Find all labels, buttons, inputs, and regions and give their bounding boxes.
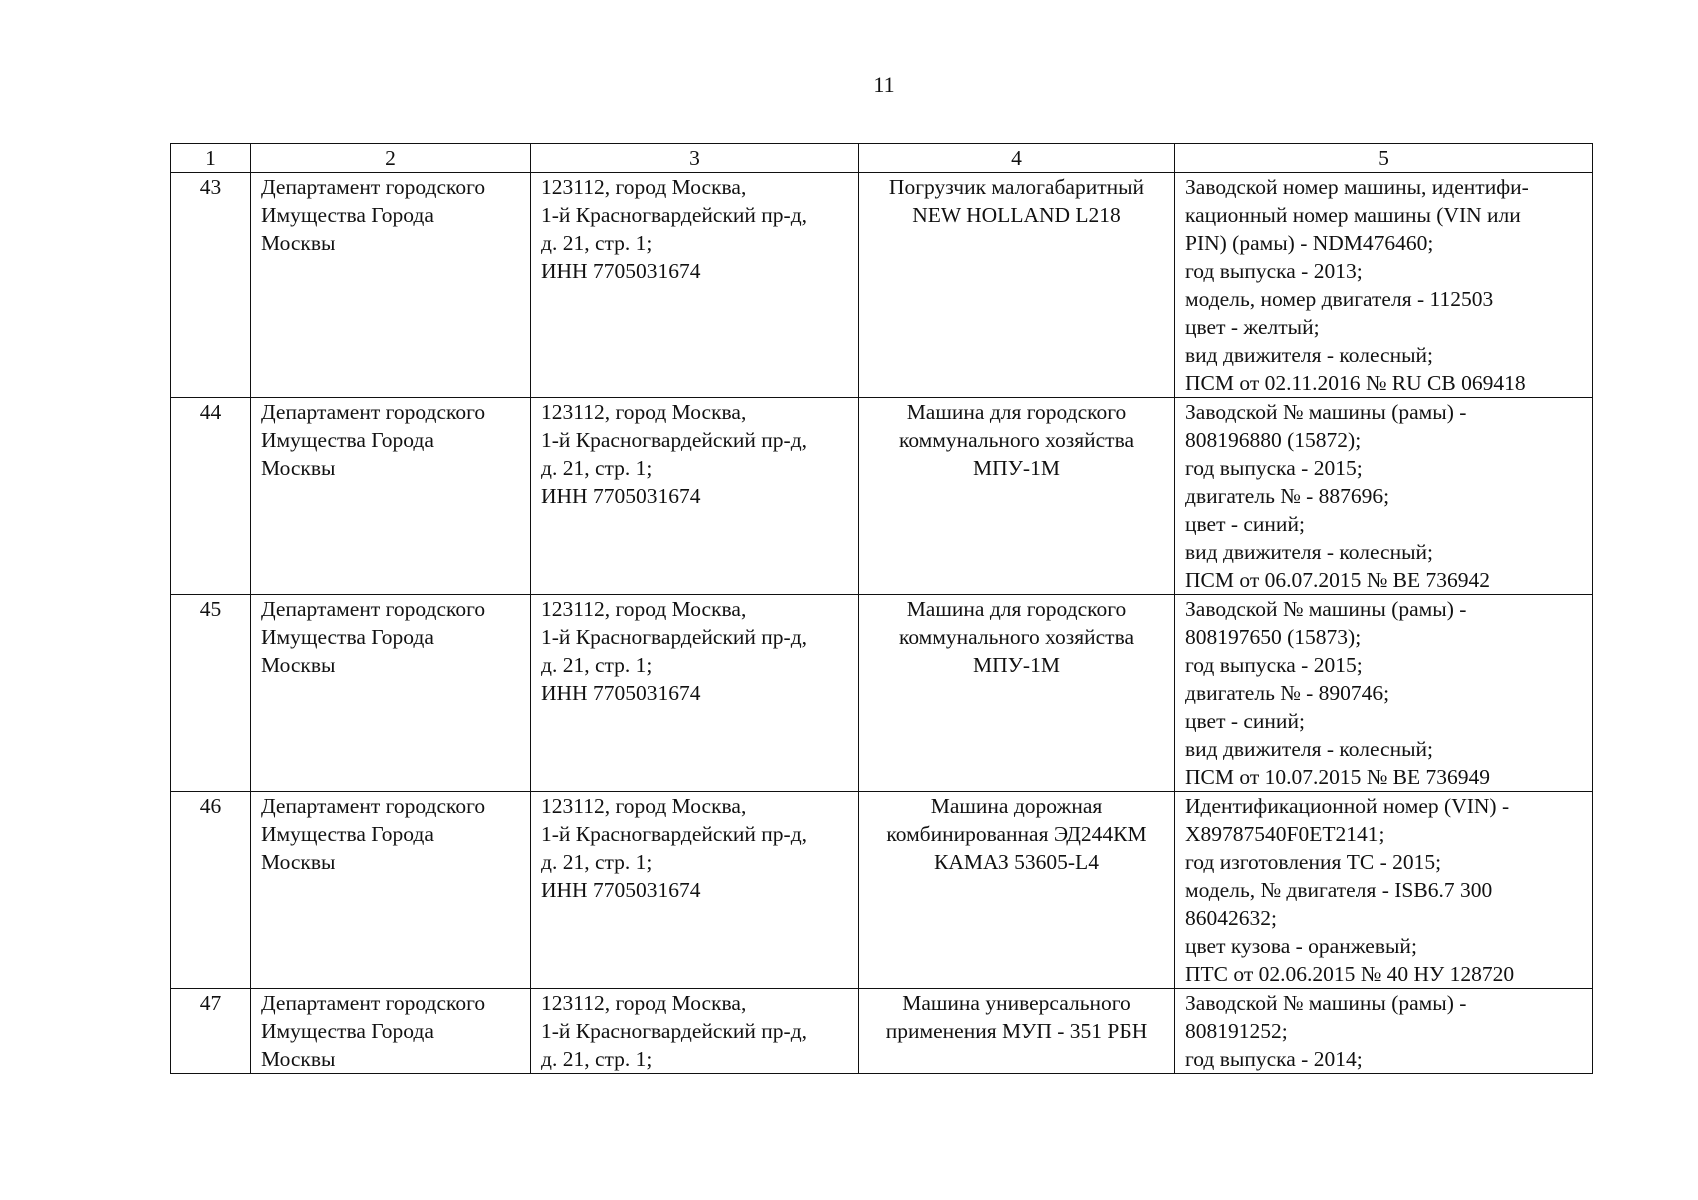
text-line: ПСМ от 02.11.2016 № RU CB 069418: [1185, 371, 1526, 395]
text-line: цвет - желтый;: [1185, 315, 1320, 339]
text-line: ПСМ от 06.07.2015 № ВЕ 736942: [1185, 568, 1490, 592]
text-line: 123112, город Москва,: [541, 175, 747, 199]
model-cell: [859, 989, 1175, 1074]
model-cell: [859, 595, 1175, 792]
text-line: модель, № двигателя - ISB6.7 300: [1185, 878, 1493, 902]
table-row: [171, 792, 1593, 989]
address-cell: [531, 792, 859, 989]
text-line: комбинированная ЭД244КМ: [886, 822, 1147, 846]
text-line: вид движителя - колесный;: [1185, 343, 1433, 367]
model-cell: [859, 792, 1175, 989]
text-line: д. 21, стр. 1;: [541, 850, 653, 874]
text-line: 1-й Красногвардейский пр-д,: [541, 822, 808, 846]
details-cell: [1175, 173, 1593, 398]
text-line: Департамент городского: [261, 991, 486, 1015]
text-line: д. 21, стр. 1;: [541, 231, 653, 255]
text-line: цвет - синий;: [1185, 709, 1305, 733]
address-cell: [531, 398, 859, 595]
text-line: вид движителя - колесный;: [1185, 540, 1433, 564]
text-line: Заводской номер машины, идентифи-: [1185, 175, 1529, 199]
text-line: X89787540F0ET2141;: [1185, 822, 1385, 846]
text-line: Имущества Города: [261, 428, 434, 452]
text-line: Москвы: [261, 456, 336, 480]
text-line: ИНН 7705031674: [541, 681, 701, 705]
column-header: 3: [531, 144, 859, 173]
text-line: ПТС от 02.06.2015 № 40 НУ 128720: [1185, 962, 1515, 986]
text-line: КАМАЗ 53605-L4: [934, 850, 1099, 874]
text-line: год изготовления ТС - 2015;: [1185, 850, 1442, 874]
details-cell: [1175, 595, 1593, 792]
text-line: Заводской № машины (рамы) -: [1185, 400, 1467, 424]
column-header: 1: [171, 144, 251, 173]
text-line: вид движителя - колесный;: [1185, 737, 1433, 761]
text-line: Имущества Города: [261, 1019, 434, 1043]
text-line: Имущества Города: [261, 625, 434, 649]
address-cell: [531, 173, 859, 398]
text-line: год выпуска - 2015;: [1185, 456, 1363, 480]
column-header: 5: [1175, 144, 1593, 173]
text-line: цвет - синий;: [1185, 512, 1305, 536]
text-line: ИНН 7705031674: [541, 484, 701, 508]
text-line: ИНН 7705031674: [541, 878, 701, 902]
text-line: год выпуска - 2015;: [1185, 653, 1363, 677]
text-line: Москвы: [261, 653, 336, 677]
text-line: 123112, город Москва,: [541, 794, 747, 818]
table-header-row: [171, 144, 1593, 173]
text-line: 808191252;: [1185, 1019, 1288, 1043]
owner-cell: [251, 595, 531, 792]
owner-cell: [251, 792, 531, 989]
text-line: 1-й Красногвардейский пр-д,: [541, 203, 808, 227]
model-cell: [859, 398, 1175, 595]
row-number: 46: [171, 792, 251, 989]
text-line: цвет кузова - оранжевый;: [1185, 934, 1417, 958]
table-row: [171, 173, 1593, 398]
details-cell: [1175, 398, 1593, 595]
text-line: Погрузчик малогабаритный: [888, 175, 1145, 199]
text-line: 123112, город Москва,: [541, 597, 747, 621]
text-line: NEW HOLLAND L218: [912, 203, 1121, 227]
text-line: Департамент городского: [261, 597, 486, 621]
text-line: 808197650 (15873);: [1185, 625, 1362, 649]
text-line: Машина дорожная: [930, 794, 1103, 818]
row-number: 44: [171, 398, 251, 595]
address-cell: [531, 595, 859, 792]
vehicle-registry-table: [170, 143, 1593, 1074]
text-line: ИНН 7705031674: [541, 259, 701, 283]
text-line: 123112, город Москва,: [541, 400, 747, 424]
text-line: Москвы: [261, 1047, 336, 1071]
text-line: год выпуска - 2013;: [1185, 259, 1363, 283]
text-line: Машина универсального: [902, 991, 1131, 1015]
model-cell: [859, 173, 1175, 398]
table-row: [171, 989, 1593, 1074]
text-line: Департамент городского: [261, 794, 486, 818]
text-line: Заводской № машины (рамы) -: [1185, 597, 1467, 621]
text-line: Имущества Города: [261, 203, 434, 227]
text-line: 123112, город Москва,: [541, 991, 747, 1015]
column-header: 2: [251, 144, 531, 173]
text-line: МПУ-1М: [973, 456, 1060, 480]
address-cell: [531, 989, 859, 1074]
text-line: Заводской № машины (рамы) -: [1185, 991, 1467, 1015]
row-number: 43: [171, 173, 251, 398]
text-line: кационный номер машины (VIN или: [1185, 203, 1521, 227]
text-line: год выпуска - 2014;: [1185, 1047, 1363, 1071]
row-number: 45: [171, 595, 251, 792]
text-line: двигатель № - 887696;: [1185, 484, 1390, 508]
table-row: [171, 398, 1593, 595]
text-line: 1-й Красногвардейский пр-д,: [541, 1019, 808, 1043]
text-line: Машина для городского: [906, 400, 1127, 424]
owner-cell: [251, 989, 531, 1074]
text-line: д. 21, стр. 1;: [541, 1047, 653, 1071]
text-line: Машина для городского: [906, 597, 1127, 621]
details-cell: [1175, 792, 1593, 989]
owner-cell: [251, 398, 531, 595]
text-line: Департамент городского: [261, 175, 486, 199]
page-number: 11: [873, 72, 895, 97]
text-line: 86042632;: [1185, 906, 1277, 930]
owner-cell: [251, 173, 531, 398]
text-line: PIN) (рамы) - NDM476460;: [1185, 231, 1434, 255]
text-line: д. 21, стр. 1;: [541, 456, 653, 480]
details-cell: [1175, 989, 1593, 1074]
text-line: Идентификационной номер (VIN) -: [1185, 794, 1510, 818]
text-line: д. 21, стр. 1;: [541, 653, 653, 677]
text-line: Имущества Города: [261, 822, 434, 846]
text-line: двигатель № - 890746;: [1185, 681, 1390, 705]
row-number: 47: [171, 989, 251, 1074]
text-line: применения МУП - 351 РБН: [885, 1019, 1148, 1043]
text-line: 808196880 (15872);: [1185, 428, 1362, 452]
text-line: коммунального хозяйства: [898, 428, 1134, 452]
text-line: коммунального хозяйства: [898, 625, 1134, 649]
text-line: Департамент городского: [261, 400, 486, 424]
text-line: модель, номер двигателя - 112503: [1185, 287, 1494, 311]
table-row: [171, 595, 1593, 792]
text-line: 1-й Красногвардейский пр-д,: [541, 625, 808, 649]
text-line: МПУ-1М: [973, 653, 1060, 677]
column-header: 4: [859, 144, 1175, 173]
text-line: Москвы: [261, 231, 336, 255]
text-line: ПСМ от 10.07.2015 № ВЕ 736949: [1185, 765, 1490, 789]
text-line: 1-й Красногвардейский пр-д,: [541, 428, 808, 452]
text-line: Москвы: [261, 850, 336, 874]
